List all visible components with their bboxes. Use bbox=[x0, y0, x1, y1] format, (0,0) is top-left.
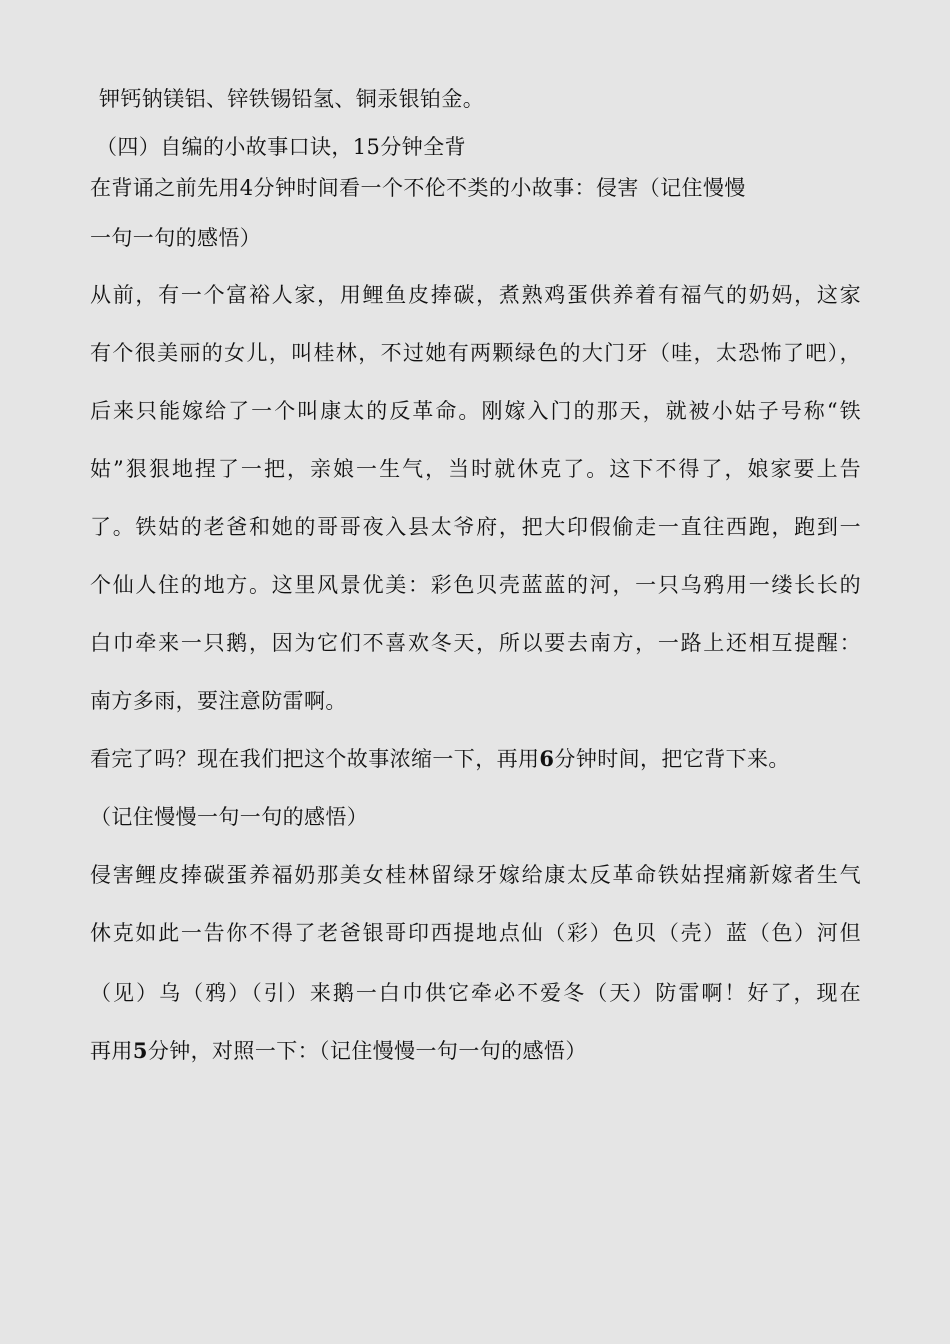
instruction-text-a: 看完了吗？现在我们把这个故事浓缩一下，再用 bbox=[90, 747, 540, 771]
story-line-5: 了。铁姑的老爸和她的哥哥夜入县太爷府，把大印假偷走一直往西跑，跑到一 bbox=[90, 515, 861, 539]
mnemonic-line-2: 休克如此一告你不得了老爸银哥印西提地点仙（彩）色贝（壳）蓝（色）河但 bbox=[90, 921, 861, 945]
section-heading-story-mnemonic: （四）自编的小故事口诀，15分钟全背 bbox=[96, 135, 466, 159]
instruction-text-b: 分钟时间，把它背下来。 bbox=[554, 747, 790, 771]
mnemonic-line-1: 侵害鲤皮捧碳蛋养福奶那美女桂林留绿牙嫁给康太反革命铁姑捏痛新嫁者生气 bbox=[90, 863, 861, 887]
text-line-intro: 在背诵之前先用4分钟时间看一个不伦不类的小故事：侵害（记住慢慢 bbox=[90, 176, 746, 200]
text-line-reminder: （记住慢慢一句一句的感悟） bbox=[90, 805, 369, 829]
story-line-4: 姑”狠狠地捏了一把，亲娘一生气，当时就休克了。这下不得了，娘家要上告 bbox=[90, 457, 861, 481]
instruction-minutes: 6 bbox=[539, 746, 555, 771]
check-text-b: 分钟，对照一下：（记住慢慢一句一句的感悟） bbox=[147, 1039, 587, 1063]
text-line-condense-instruction bbox=[90, 746, 790, 772]
text-line-intro-cont: 一句一句的感悟） bbox=[90, 226, 262, 250]
story-line-2: 有个很美丽的女儿，叫桂林，不过她有两颗绿色的大门牙（哇，太恐怖了吧）， bbox=[90, 341, 861, 365]
story-line-1: 从前，有一个富裕人家，用鲤鱼皮捧碳，煮熟鸡蛋供养着有福气的奶妈，这家 bbox=[90, 283, 861, 307]
check-text-a: 再用 bbox=[90, 1039, 133, 1063]
text-line-metals: 钾钙钠镁铝、锌铁锡铅氢、铜汞银铂金。 bbox=[99, 87, 485, 111]
story-line-8: 南方多雨，要注意防雷啊。 bbox=[90, 689, 347, 713]
story-line-6: 个仙人住的地方。这里风景优美：彩色贝壳蓝蓝的河，一只乌鸦用一缕长长的 bbox=[90, 573, 861, 597]
mnemonic-line-4 bbox=[90, 1038, 587, 1064]
story-line-3: 后来只能嫁给了一个叫康太的反革命。刚嫁入门的那天，就被小姑子号称“铁 bbox=[90, 399, 861, 423]
story-line-7: 白巾牵来一只鹅，因为它们不喜欢冬天，所以要去南方，一路上还相互提醒： bbox=[90, 631, 861, 655]
check-minutes: 5 bbox=[132, 1038, 148, 1063]
mnemonic-line-3: （见）乌（鸦）（引）来鹅一白巾供它牵必不爱冬（天）防雷啊！好了，现在 bbox=[90, 981, 861, 1005]
